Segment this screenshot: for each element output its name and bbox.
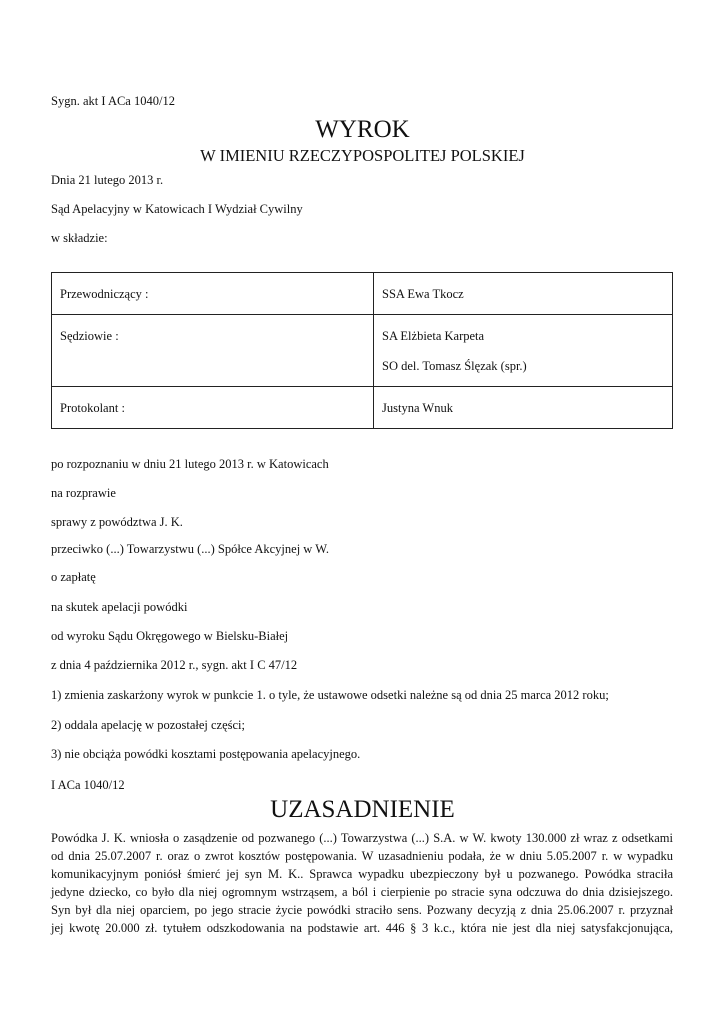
panel-member: Justyna Wnuk (382, 401, 453, 415)
proceedings-line: na skutek apelacji powódki (51, 600, 188, 614)
justification-heading: UZASADNIENIE (270, 796, 455, 823)
document-title: WYROK (315, 116, 410, 143)
judgment-date: Dnia 21 lutego 2013 r. (51, 173, 164, 187)
proceedings-line: przeciwko (...) Towarzystwu (...) Spółce Akcyjnej w W. (51, 542, 329, 556)
proceedings-line: na rozprawie (51, 486, 116, 500)
document-subtitle: W IMIENIU RZECZYPOSPOLITEJ POLSKIEJ (200, 146, 525, 165)
proceedings-line: od wyroku Sądu Okręgowego w Bielsku-Białej (51, 629, 289, 643)
case-reference: I ACa 1040/12 (51, 778, 125, 792)
proceedings-line: z dnia 4 października 2012 r., sygn. akt I C 47/12 (51, 658, 298, 672)
table-row (52, 387, 673, 429)
panel-member: SSA Ewa Tkocz (382, 287, 464, 301)
paragraph-line: od dnia 25.07.2007 r. oraz o zwrot kosztów postępowania. W uzasadnieniu podała, że w dniu 5.05.2007 r. w wypadku (51, 849, 673, 863)
composition-label: w składzie: (51, 231, 108, 245)
proceedings-line: sprawy z powództwa J. K. (51, 515, 183, 529)
panel-members (374, 273, 673, 315)
court-panel-table (51, 272, 673, 429)
panel-member: SA Elżbieta Karpeta (382, 329, 485, 343)
panel-role: Sędziowie : (52, 315, 374, 387)
paragraph-line: jej kwotę 20.000 zł. tytułem odszkodowania na podstawie art. 446 § 3 k.c., która nie jest dla niej satysfakcjonująca, (51, 921, 673, 935)
ruling-point: 3) nie obciąża powódki kosztami postępowania apelacyjnego. (51, 747, 361, 761)
panel-member: SO del. Tomasz Ślęzak (spr.) (382, 359, 527, 373)
proceedings-line: po rozpoznaniu w dniu 21 lutego 2013 r. w Katowicach (51, 457, 329, 471)
paragraph-line: Syn był dla niej oparciem, po jego stracie życie powódki straciło sens. Pozwany decyzją z dnia 25.06.2007 r. przyznał (51, 903, 673, 917)
ruling-point: 1) zmienia zaskarżony wyrok w punkcie 1. o tyle, że ustawowe odsetki należne są od dnia 25 marca 2012 roku; (51, 688, 609, 702)
table-row (52, 315, 673, 387)
justification-paragraph (51, 829, 673, 937)
panel-members (374, 315, 673, 387)
panel-members (374, 387, 673, 429)
paragraph-line: Powódka J. K. wniosła o zasądzenie od pozwanego (...) Towarzystwa (...) S.A. w W. kwoty 130.000 zł wraz z odsetkami (51, 831, 673, 845)
proceedings-line: o zapłatę (51, 570, 96, 584)
court-name: Sąd Apelacyjny w Katowicach I Wydział Cywilny (51, 202, 303, 216)
signature-number: Sygn. akt I ACa 1040/12 (51, 94, 175, 108)
ruling-point: 2) oddala apelację w pozostałej części; (51, 718, 246, 732)
table-row (52, 273, 673, 315)
paragraph-line: jedyne dziecko, co było dla niej ogromnym wstrząsem, a ból i cierpienie po stracie syna odczuwa do dnia dzisiejszego. (51, 885, 673, 899)
paragraph-line: komunikacyjnym poniósł śmierć jej syn M. K.. Sprawca wypadku ubezpieczony był u pozwanego. Powódka straciła (51, 867, 673, 881)
panel-role: Przewodniczący : (52, 273, 374, 315)
panel-role: Protokolant : (52, 387, 374, 429)
